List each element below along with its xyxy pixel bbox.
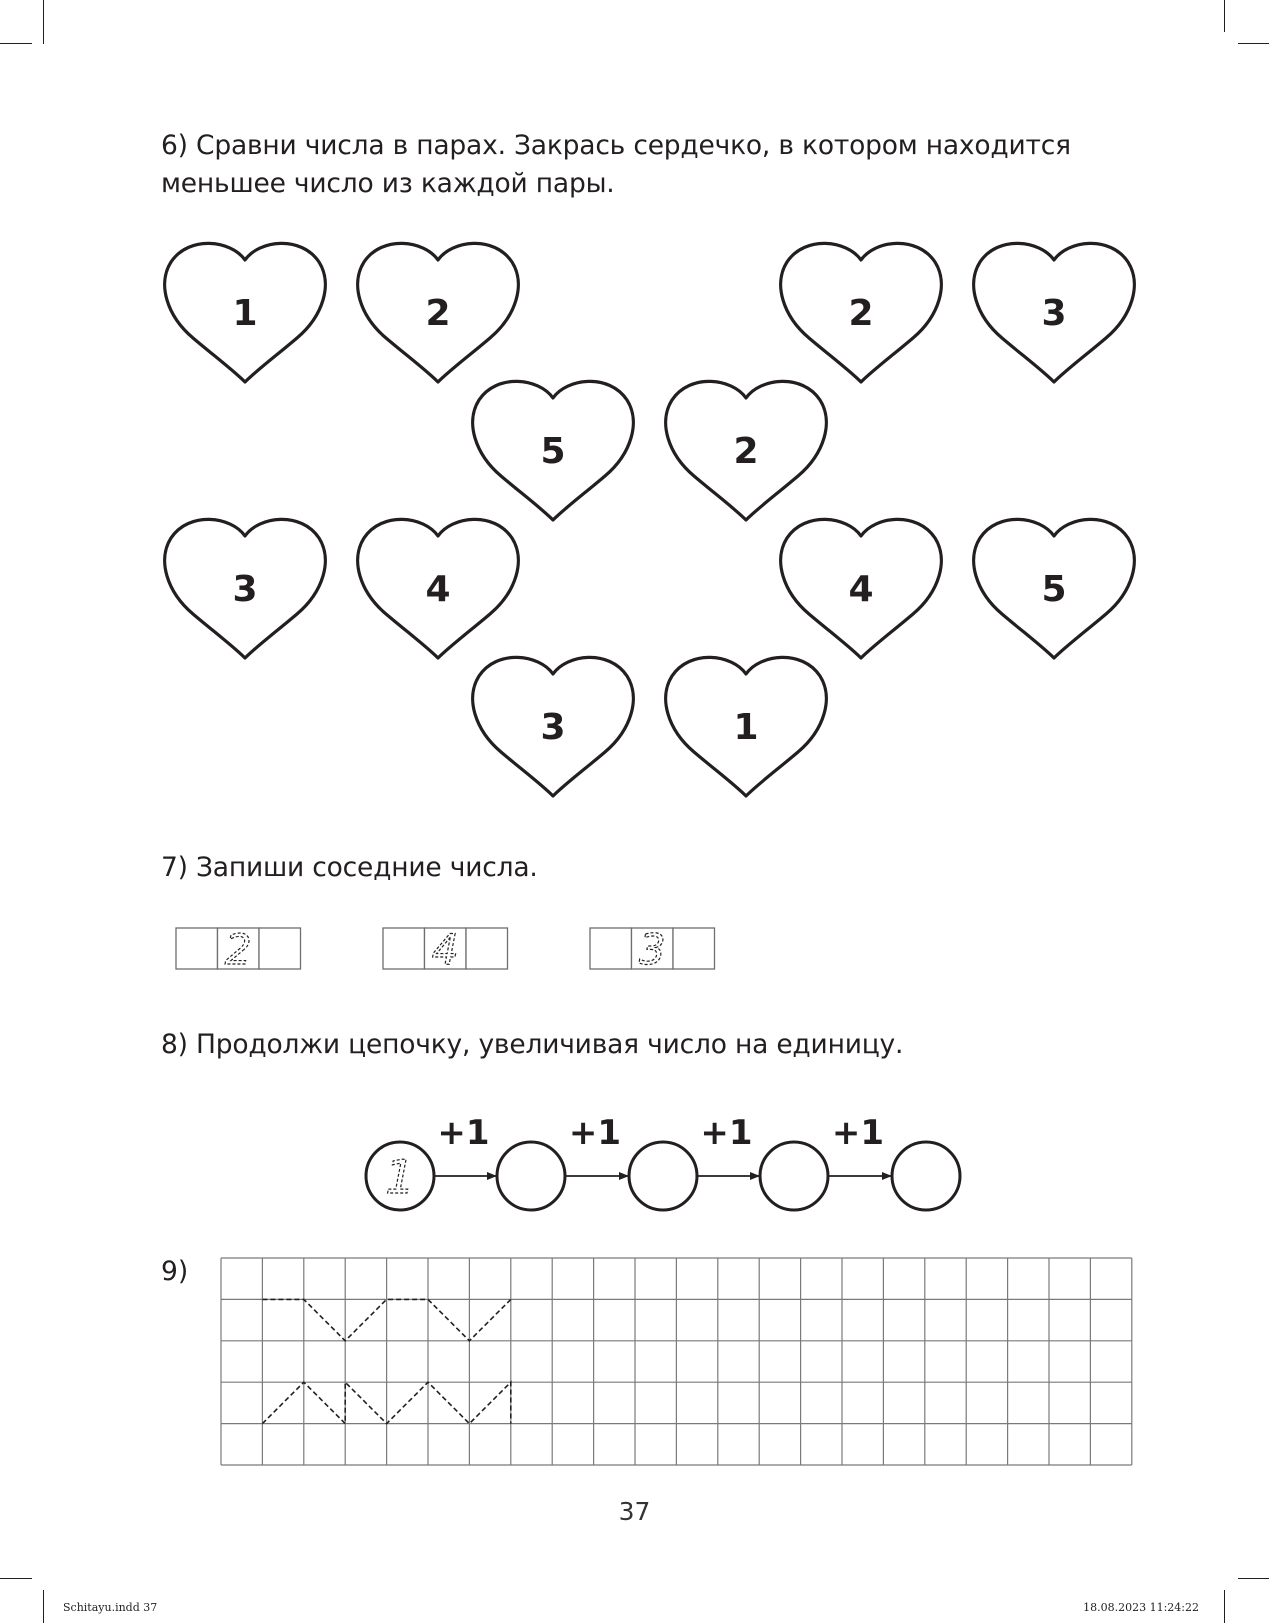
task-8-title: 8) Продолжи цепочку, увеличивая число на единицу.	[161, 1029, 904, 1060]
heart-number: 4	[425, 569, 451, 610]
task-9-label: 9)	[161, 1256, 189, 1287]
heart-number: 2	[848, 293, 874, 334]
crop-mark	[0, 1578, 32, 1579]
heart-number: 1	[232, 293, 258, 334]
task-6-title: 6) Сравни числа в парах. Закрась сердечко, в котором находится меньшее число из каждой пары.	[161, 130, 1071, 199]
step-label: +1	[568, 1113, 622, 1153]
heart-number: 2	[733, 431, 759, 472]
heart-number: 4	[848, 569, 874, 610]
dashed-start-digit: 1	[385, 1150, 415, 1204]
print-slug-date: 18.08.2023 11:24:22	[1083, 1601, 1199, 1614]
crop-mark	[1238, 1578, 1269, 1579]
heart-number: 3	[540, 707, 566, 748]
dashed-trace-digit: 2	[224, 925, 252, 974]
step-label: +1	[831, 1113, 885, 1153]
dashed-trace-digit: 4	[431, 925, 459, 974]
grid-lines	[221, 1258, 1132, 1465]
crop-mark	[43, 1590, 44, 1623]
heart-number: 3	[232, 569, 258, 610]
step-label: +1	[437, 1113, 490, 1153]
print-slug-file: Schitayu.indd 37	[63, 1601, 158, 1614]
step-label: +1	[700, 1113, 753, 1153]
page-number: 37	[618, 1497, 651, 1526]
task-7-title: 7) Запиши соседние числа.	[161, 852, 538, 883]
heart-number: 5	[1041, 569, 1067, 610]
dashed-trace-digit: 3	[638, 925, 666, 974]
heart-number: 1	[733, 707, 759, 748]
heart-number: 2	[425, 293, 451, 334]
heart-number: 3	[1041, 293, 1067, 334]
crop-mark	[1224, 1590, 1225, 1623]
heart-number: 5	[540, 431, 566, 472]
